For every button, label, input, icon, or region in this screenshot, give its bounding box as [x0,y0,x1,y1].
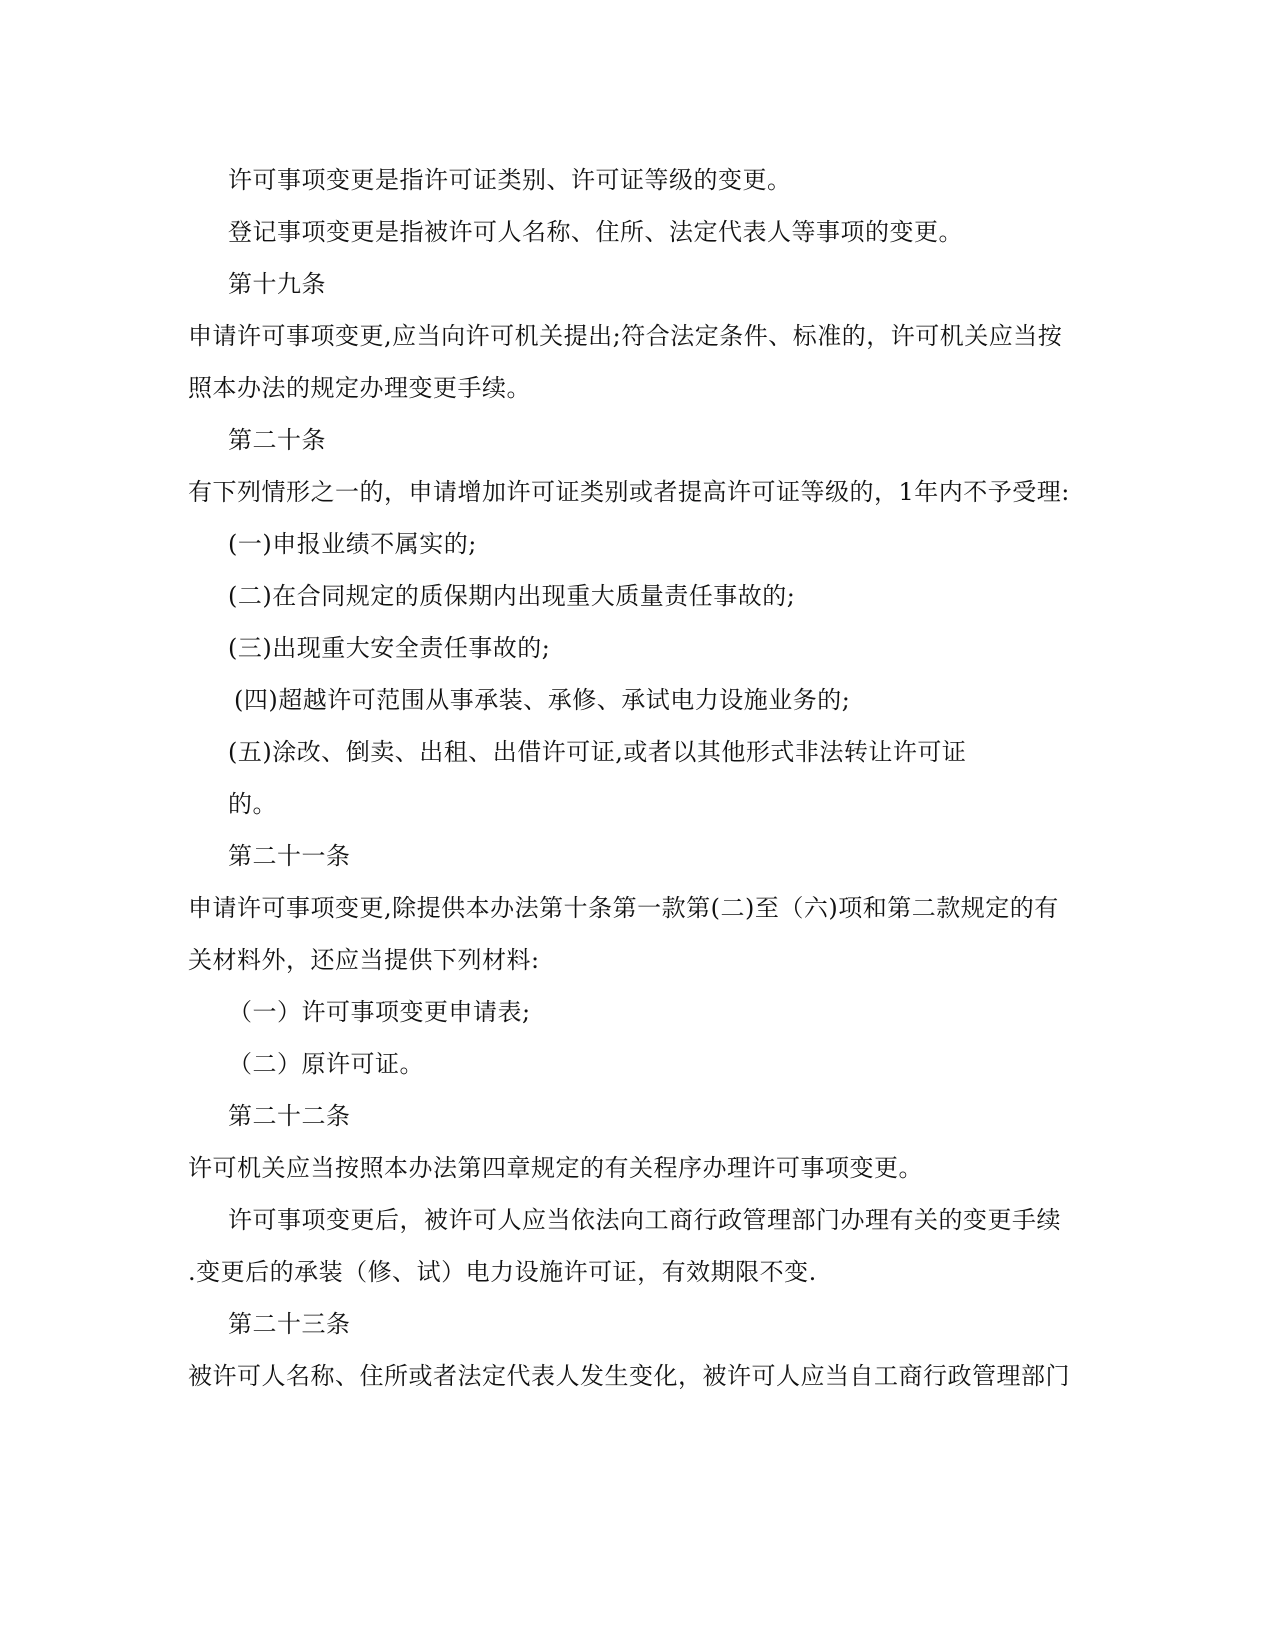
paragraph-line: 被许可人名称、住所或者法定代表人发生变化，被许可人应当自工商行政管理部门 [188,1362,1070,1390]
paragraph-line: .变更后的承装（修、试）电力设施许可证，有效期限不变. [188,1258,817,1286]
list-item-continuation: 的。 [228,790,277,818]
paragraph-line: 申请许可事项变更,除提供本办法第十条第一款第(二)至（六)项和第二款规定的有 [188,894,1059,922]
paragraph-line: 许可事项变更后，被许可人应当依法向工商行政管理部门办理有关的变更手续 [228,1206,1061,1234]
article-heading: 第二十三条 [228,1310,351,1338]
paragraph-line: 许可事项变更是指许可证类别、许可证等级的变更。 [228,166,792,194]
list-item: (三)出现重大安全责任事故的; [228,634,551,662]
article-heading: 第十九条 [228,270,326,298]
paragraph-line: 许可机关应当按照本办法第四章规定的有关程序办理许可事项变更。 [188,1154,923,1182]
list-item: (一)申报业绩不属实的; [228,530,477,558]
paragraph-line: 关材料外，还应当提供下列材料: [188,946,540,974]
article-heading: 第二十一条 [228,842,351,870]
list-item: （一）许可事项变更申请表; [228,998,531,1026]
list-item: (二)在合同规定的质保期内出现重大质量责任事故的; [228,582,796,610]
paragraph-line: 照本办法的规定办理变更手续。 [188,374,531,402]
list-item: (四)超越许可范围从事承装、承修、承试电力设施业务的; [234,686,851,714]
paragraph-line: 申请许可事项变更,应当向许可机关提出;符合法定条件、标准的，许可机关应当按 [188,322,1063,350]
paragraph-line: 有下列情形之一的，申请增加许可证类别或者提高许可证等级的，1年内不予受理: [188,478,1070,506]
article-heading: 第二十二条 [228,1102,351,1130]
list-item: (五)涂改、倒卖、出租、出借许可证,或者以其他形式非法转让许可证 [228,738,967,766]
list-item: （二）原许可证。 [228,1050,424,1078]
article-heading: 第二十条 [228,426,326,454]
paragraph-line: 登记事项变更是指被许可人名称、住所、法定代表人等事项的变更。 [228,218,963,246]
